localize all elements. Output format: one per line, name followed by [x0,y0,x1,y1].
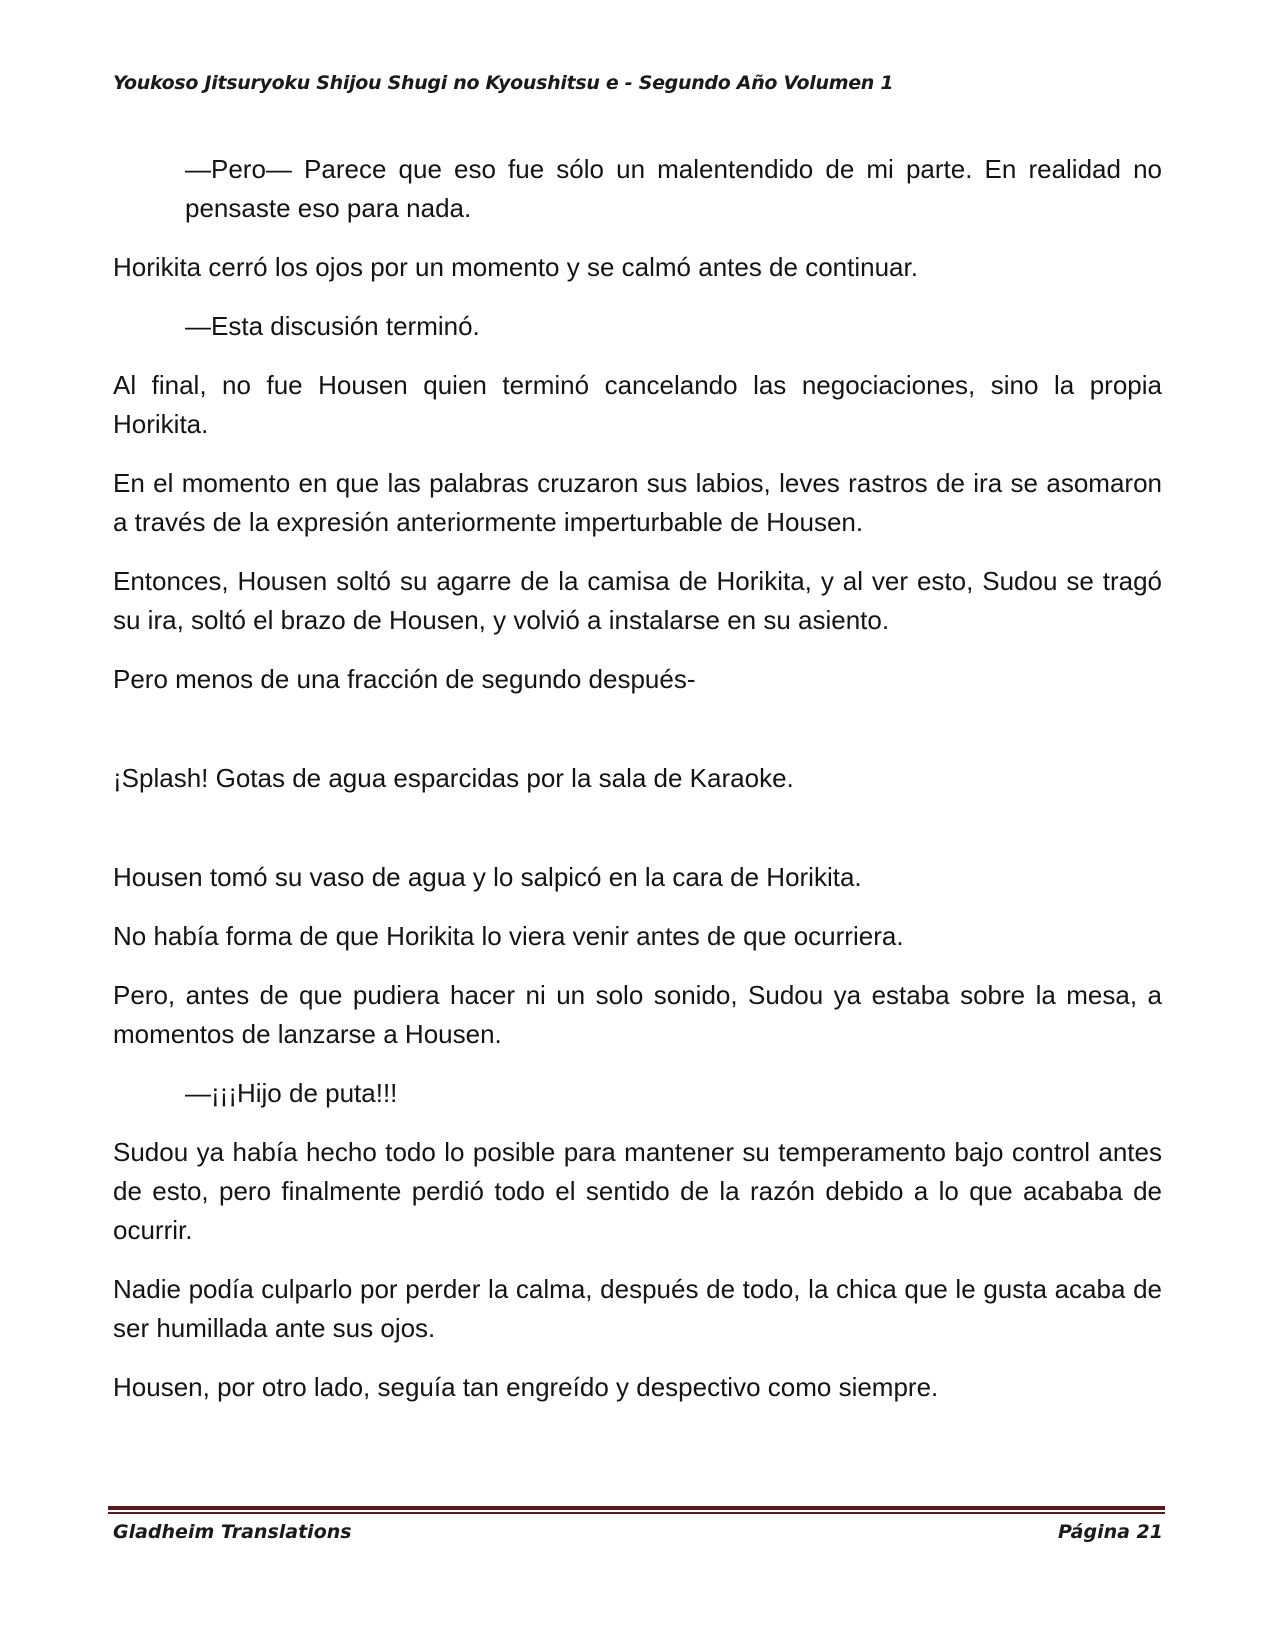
paragraph: No había forma de que Horikita lo viera venir antes de que ocurriera. [113,921,904,951]
paragraph: Housen, por otro lado, seguía tan engreído y despectivo como siempre. [113,1372,939,1402]
paragraph: ¡Splash! Gotas de agua esparcidas por la sala de Karaoke. [113,763,794,793]
footer-credit: Gladheim Translations [113,1521,352,1543]
paragraph: —¡¡¡Hijo de puta!!! [185,1078,398,1108]
page-number: Página 21 [1057,1521,1163,1543]
running-header: Youkoso Jitsuryoku Shijou Shugi no Kyoushitsu e - Segundo Año Volumen 1 [113,72,894,94]
paragraph: Housen tomó su vaso de agua y lo salpicó en la cara de Horikita. [113,862,862,892]
paragraph: En el momento en que las palabras cruzaron sus labios, leves rastros de ira se asomaron a través de la expresión anteriormente imperturbable de Housen. [113,468,1162,537]
paragraph: —Esta discusión terminó. [185,311,480,341]
footer-rule-thin [108,1512,1165,1514]
paragraph: Entonces, Housen soltó su agarre de la camisa de Horikita, y al ver esto, Sudou se tragó su ira, soltó el brazo de Housen, y volvió a instalarse en su asiento. [113,566,1162,635]
page-body [113,150,1162,1427]
blank-line [113,719,1162,759]
paragraph: Pero, antes de que pudiera hacer ni un solo sonido, Sudou ya estaba sobre la mesa, a momentos de lanzarse a Housen. [113,980,1162,1049]
paragraph: Al final, no fue Housen quien terminó cancelando las negociaciones, sino la propia Horikita. [113,370,1162,439]
blank-line [113,818,1162,858]
paragraph: Pero menos de una fracción de segundo después- [113,664,696,694]
paragraph: —Pero— Parece que eso fue sólo un malentendido de mi parte. En realidad no pensaste eso para nada. [185,154,1162,223]
paragraph: Sudou ya había hecho todo lo posible para mantener su temperamento bajo control antes de esto, pero finalmente perdió todo el sentido de la razón debido a lo que acababa de ocurrir. [113,1137,1162,1245]
paragraph: Horikita cerró los ojos por un momento y se calmó antes de continuar. [113,252,918,282]
paragraph: Nadie podía culparlo por perder la calma, después de todo, la chica que le gusta acaba de ser humillada ante sus ojos. [113,1274,1162,1343]
footer-rule [108,1506,1165,1510]
